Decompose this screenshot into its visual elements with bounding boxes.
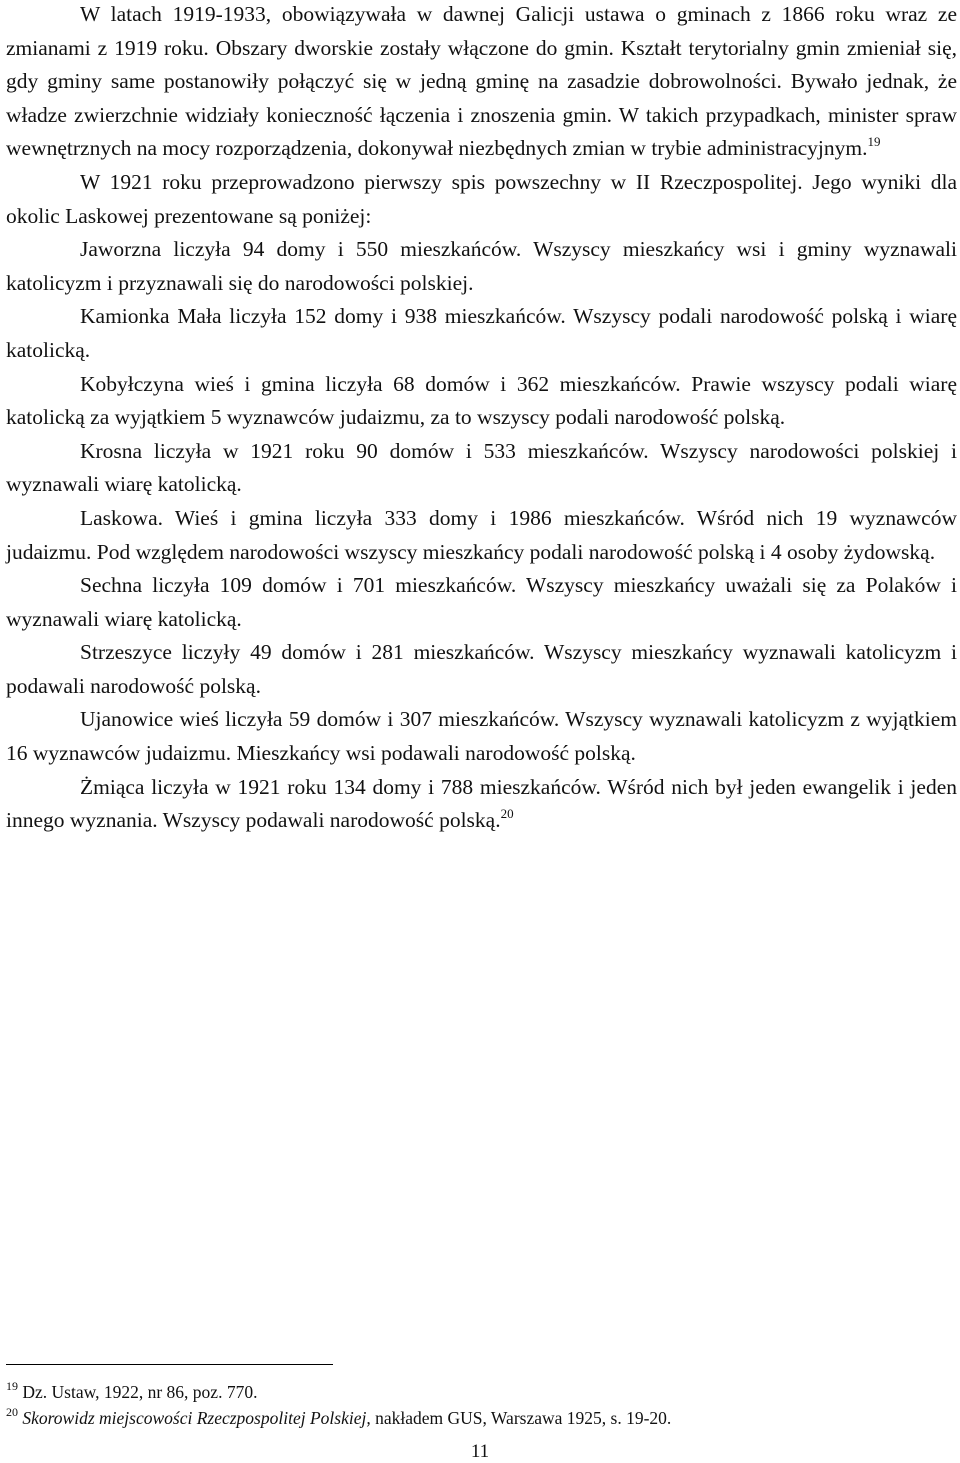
zmiaca-text: Żmiąca liczyła w 1921 roku 134 domy i 788 mieszkańców. Wśród nich był jeden ewangelik i jeden innego wyznania. Wszyscy podawali narodowość polską. xyxy=(6,774,957,833)
village-paragraph-jaworzna: Jaworzna liczyła 94 domy i 550 mieszkańców. Wszyscy mieszkańcy wsi i gminy wyznawali katolicyzm i przyznawali się do narodowości polskiej. xyxy=(6,237,957,295)
footnote-number: 19 xyxy=(6,1379,18,1393)
footnote-text: nakładem GUS, Warszawa 1925, s. 19-20. xyxy=(375,1408,672,1428)
village-paragraph-zmiaca xyxy=(6,771,957,838)
intro-paragraph xyxy=(6,0,957,166)
village-paragraph-strzeszyce: Strzeszyce liczyły 49 domów i 281 mieszkańców. Wszyscy mieszkańcy wyznawali katolicyzm i podawali narodowość polską. xyxy=(6,640,957,698)
village-paragraph-kobylczyna: Kobyłczyna wieś i gmina liczyła 68 domów i 362 mieszkańców. Prawie wszyscy podali wiarę katolicką za wyjątkiem 5 wyznawców judaizmu, za to wszyscy podali narodowość polską. xyxy=(6,371,957,430)
village-paragraph-laskowa: Laskowa. Wieś i gmina liczyła 333 domy i 1986 mieszkańców. Wśród nich 19 wyznawców judaizmu. Pod względem narodowości wszyscy mieszkańcy podali narodowość polską i 4 osoby żydowską. xyxy=(6,505,957,564)
footnote-italic-title: Skorowidz miejscowości Rzeczpospolitej Polskiej, xyxy=(22,1408,371,1428)
village-paragraph-ujanowice: Ujanowice wieś liczyła 59 domów i 307 mieszkańców. Wszyscy wyznawali katolicyzm z wyjątkiem 16 wyznawców judaizmu. Mieszkańcy wsi podawali narodowość polską. xyxy=(6,707,957,766)
village-paragraph-krosna: Krosna liczyła w 1921 roku 90 domów i 533 mieszkańców. Wszyscy narodowości polskiej i wyznawali wiarę katolicką. xyxy=(6,438,957,497)
intro-text: W latach 1919-1933, obowiązywała w dawnej Galicji ustawa o gminach z 1866 roku wraz ze zmianami z 1919 roku. Obszary dworskie zostały włączone do gmin. Kształt terytorialny gmin zmieniał się, gdy gminy same postanowiły połączyć się w jedną gminę na zasadzie dobrowolności. Bywało jednak, że władze zwierzchnie widziały konieczność łączenia i znoszenia gmin. W takich przypadkach, minister spraw wewnętrznych na mocy rozporządzenia, dokonywał niezbędnych zmian w trybie administracyjnym. xyxy=(6,2,957,161)
footnotes-section xyxy=(6,1364,957,1431)
footnote-divider xyxy=(6,1364,333,1365)
page-body xyxy=(6,0,957,838)
village-paragraph-sechna: Sechna liczyła 109 domów i 701 mieszkańców. Wszyscy mieszkańcy uważali się za Polaków i wyznawali wiarę katolicką. xyxy=(6,573,957,631)
footnote-ref-19: 19 xyxy=(867,134,881,150)
census-paragraph: W 1921 roku przeprowadzono pierwszy spis powszechny w II Rzeczpospolitej. Jego wyniki dla okolic Laskowej prezentowane są poniżej: xyxy=(6,169,957,228)
page-number: 11 xyxy=(470,1441,490,1462)
footnote-number: 20 xyxy=(6,1405,18,1419)
footnote-text: Dz. Ustaw, 1922, nr 86, poz. 770. xyxy=(22,1382,258,1402)
footnote-19 xyxy=(6,1379,957,1405)
footnote-20 xyxy=(6,1405,957,1431)
footnote-ref-20: 20 xyxy=(500,806,514,822)
village-paragraph-kamionka-mala: Kamionka Mała liczyła 152 domy i 938 mieszkańców. Wszyscy podali narodowość polską i wiarę katolicką. xyxy=(6,304,957,362)
